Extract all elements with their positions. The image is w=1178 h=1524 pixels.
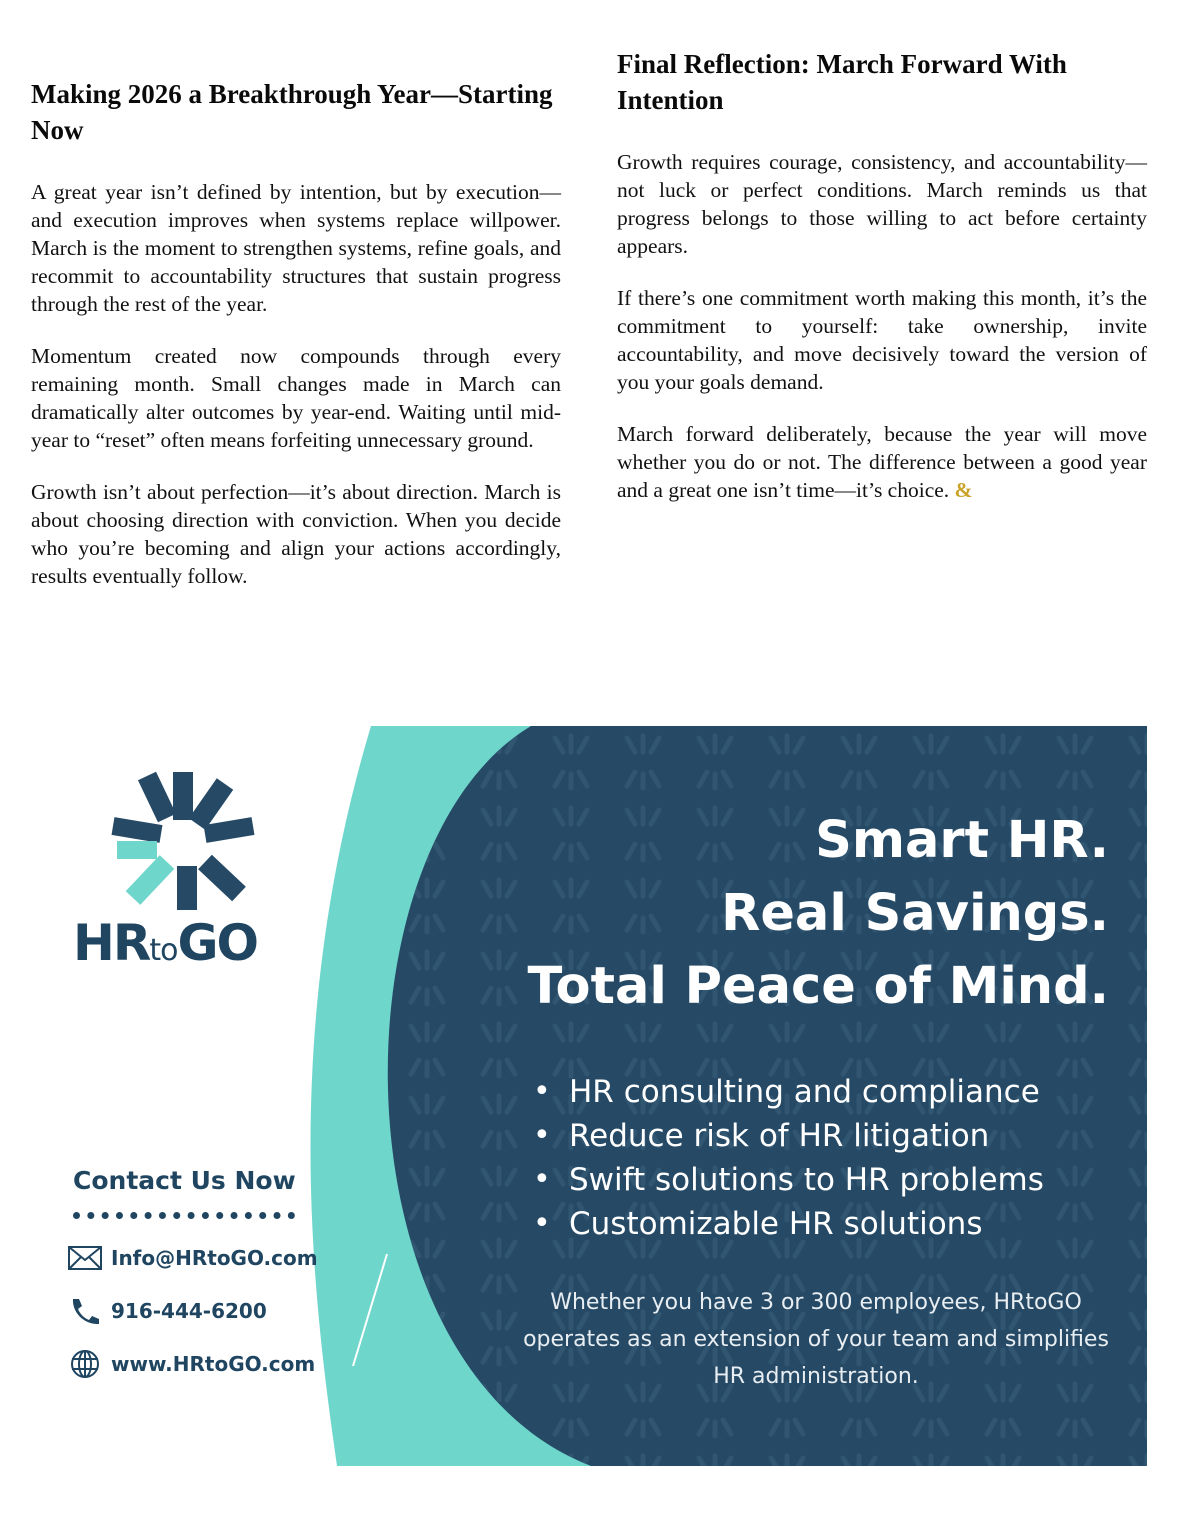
hrtogo-logo-text [73, 914, 257, 972]
phone-link[interactable]: 916-444-6200 [111, 1299, 267, 1323]
logo-go: GO [177, 914, 258, 972]
contact-email[interactable] [67, 1242, 318, 1274]
left-heading: Making 2026 a Breakthrough Year—Starting Now [31, 79, 553, 145]
left-paragraph-3: Growth isn’t about perfection—it’s about direction. March is about choosing direction with conviction. When you decide who you’re becoming and align your actions accordingly, results eventually follow. [31, 480, 561, 588]
headline-line-3: Total Peace of Mind. [527, 957, 1109, 1016]
headline-line-1: Smart HR. [815, 811, 1109, 870]
logo-to: to [149, 933, 178, 968]
service-item: • Reduce risk of HR litigation [531, 1114, 1044, 1158]
hrtogo-advertisement [31, 726, 1147, 1466]
left-column [31, 76, 561, 614]
right-paragraph-1: Growth requires courage, consistency, and accountability—not luck or perfect conditions. March reminds us that progress belongs to those willing to act before certainty appears. [617, 150, 1147, 258]
ad-headline [528, 804, 1109, 1023]
contact-phone[interactable] [67, 1295, 267, 1327]
phone-icon [67, 1296, 103, 1326]
ad-subtext: Whether you have 3 or 300 employees, HRtoGO operates as an extension of your team and simplifies HR administration. [523, 1290, 1109, 1389]
service-list [531, 1070, 1044, 1246]
hrtogo-logo-icon [109, 770, 257, 918]
right-paragraph-3 [617, 420, 1147, 504]
service-item: • HR consulting and compliance [531, 1070, 1044, 1114]
headline-line-2: Real Savings. [721, 884, 1109, 943]
mail-icon [67, 1243, 103, 1273]
end-mark-icon: & [954, 478, 973, 502]
website-link[interactable]: www.HRtoGO.com [111, 1352, 316, 1376]
right-paragraph-2: If there’s one commitment worth making this month, it’s the commitment to yourself: take ownership, invite accountability, and move decisively toward the version of you your goals demand. [617, 286, 1147, 394]
left-paragraph-1: A great year isn’t defined by intention, but by execution—and execution improves when systems replace willpower. March is the moment to strengthen systems, refine goals, and recommit to accountability structures that sustain progress through the rest of the year. [31, 180, 561, 316]
globe-icon [67, 1349, 103, 1379]
right-paragraph-3-text: March forward deliberately, because the year will move whether you do or not. The difference between a good year and a great one isn’t time—it’s choice. [617, 422, 1147, 502]
service-item: • Swift solutions to HR problems [531, 1158, 1044, 1202]
logo-hr: HR [73, 914, 150, 972]
contact-title: Contact Us Now [73, 1166, 296, 1195]
left-paragraph-2: Momentum created now compounds through every remaining month. Small changes made in March can dramatically alter outcomes by year-end. Waiting until mid-year to “reset” often means forfeiting unnecessary ground. [31, 344, 561, 452]
service-item: • Customizable HR solutions [531, 1202, 1044, 1246]
contact-website[interactable] [67, 1348, 315, 1380]
dotted-divider [73, 1212, 295, 1219]
right-column [617, 46, 1147, 528]
right-heading: Final Reflection: March Forward With Intention [617, 49, 1067, 115]
email-link[interactable]: Info@HRtoGO.com [111, 1246, 318, 1270]
